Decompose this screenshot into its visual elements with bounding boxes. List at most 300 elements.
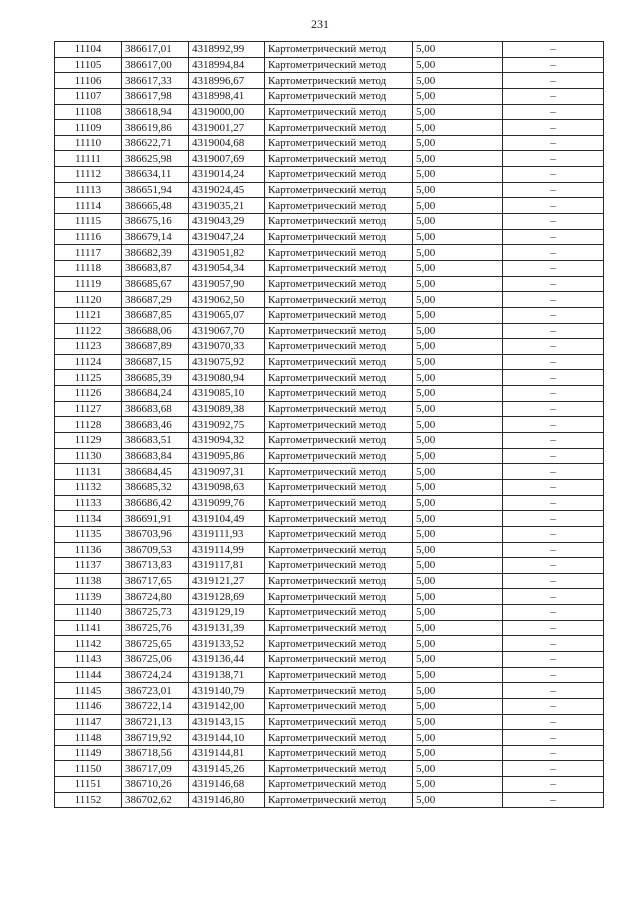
y-coordinate-cell: 4318994,84 [189, 57, 265, 73]
method-cell: Картометрический метод [265, 182, 413, 198]
precision-cell: 5,00 [413, 135, 503, 151]
note-cell: – [503, 464, 604, 480]
method-cell: Картометрический метод [265, 651, 413, 667]
point-number-cell: 11121 [55, 307, 122, 323]
table-row [55, 761, 604, 777]
y-coordinate-cell: 4319047,24 [189, 229, 265, 245]
point-number-cell: 11114 [55, 198, 122, 214]
method-cell: Картометрический метод [265, 511, 413, 527]
table-row [55, 479, 604, 495]
x-coordinate-cell: 386687,89 [122, 339, 189, 355]
method-cell: Картометрический метод [265, 73, 413, 89]
x-coordinate-cell: 386683,87 [122, 260, 189, 276]
x-coordinate-cell: 386634,11 [122, 167, 189, 183]
y-coordinate-cell: 4319035,21 [189, 198, 265, 214]
table-row [55, 182, 604, 198]
precision-cell: 5,00 [413, 229, 503, 245]
y-coordinate-cell: 4319146,80 [189, 792, 265, 808]
point-number-cell: 11105 [55, 57, 122, 73]
precision-cell: 5,00 [413, 651, 503, 667]
x-coordinate-cell: 386687,29 [122, 292, 189, 308]
method-cell: Картометрический метод [265, 730, 413, 746]
method-cell: Картометрический метод [265, 792, 413, 808]
note-cell: – [503, 433, 604, 449]
table-row [55, 104, 604, 120]
y-coordinate-cell: 4319057,90 [189, 276, 265, 292]
table-row [55, 88, 604, 104]
table-row [55, 464, 604, 480]
point-number-cell: 11115 [55, 214, 122, 230]
precision-cell: 5,00 [413, 354, 503, 370]
precision-cell: 5,00 [413, 370, 503, 386]
y-coordinate-cell: 4319121,27 [189, 573, 265, 589]
y-coordinate-cell: 4319004,68 [189, 135, 265, 151]
point-number-cell: 11139 [55, 589, 122, 605]
method-cell: Картометрический метод [265, 167, 413, 183]
x-coordinate-cell: 386702,62 [122, 792, 189, 808]
point-number-cell: 11132 [55, 479, 122, 495]
x-coordinate-cell: 386703,96 [122, 526, 189, 542]
point-number-cell: 11110 [55, 135, 122, 151]
point-number-cell: 11111 [55, 151, 122, 167]
precision-cell: 5,00 [413, 464, 503, 480]
x-coordinate-cell: 386719,92 [122, 730, 189, 746]
point-number-cell: 11122 [55, 323, 122, 339]
table-row [55, 386, 604, 402]
method-cell: Картометрический метод [265, 120, 413, 136]
point-number-cell: 11137 [55, 558, 122, 574]
precision-cell: 5,00 [413, 182, 503, 198]
y-coordinate-cell: 4319144,81 [189, 745, 265, 761]
method-cell: Картометрический метод [265, 605, 413, 621]
method-cell: Картометрический метод [265, 198, 413, 214]
table-row [55, 42, 604, 58]
method-cell: Картометрический метод [265, 448, 413, 464]
note-cell: – [503, 651, 604, 667]
point-number-cell: 11129 [55, 433, 122, 449]
method-cell: Картометрический метод [265, 339, 413, 355]
note-cell: – [503, 229, 604, 245]
precision-cell: 5,00 [413, 307, 503, 323]
note-cell: – [503, 120, 604, 136]
x-coordinate-cell: 386617,98 [122, 88, 189, 104]
precision-cell: 5,00 [413, 761, 503, 777]
note-cell: – [503, 777, 604, 793]
note-cell: – [503, 354, 604, 370]
x-coordinate-cell: 386713,83 [122, 558, 189, 574]
y-coordinate-cell: 4319043,29 [189, 214, 265, 230]
note-cell: – [503, 198, 604, 214]
point-number-cell: 11152 [55, 792, 122, 808]
point-number-cell: 11145 [55, 683, 122, 699]
y-coordinate-cell: 4319097,31 [189, 464, 265, 480]
table-row [55, 620, 604, 636]
note-cell: – [503, 526, 604, 542]
note-cell: – [503, 417, 604, 433]
x-coordinate-cell: 386617,00 [122, 57, 189, 73]
x-coordinate-cell: 386686,42 [122, 495, 189, 511]
point-number-cell: 11134 [55, 511, 122, 527]
table-row [55, 745, 604, 761]
precision-cell: 5,00 [413, 479, 503, 495]
table-row [55, 651, 604, 667]
table-row [55, 198, 604, 214]
note-cell: – [503, 730, 604, 746]
y-coordinate-cell: 4319117,81 [189, 558, 265, 574]
table-row [55, 229, 604, 245]
coordinates-table [54, 41, 604, 808]
x-coordinate-cell: 386679,14 [122, 229, 189, 245]
y-coordinate-cell: 4319000,00 [189, 104, 265, 120]
x-coordinate-cell: 386685,39 [122, 370, 189, 386]
precision-cell: 5,00 [413, 605, 503, 621]
x-coordinate-cell: 386724,80 [122, 589, 189, 605]
x-coordinate-cell: 386691,91 [122, 511, 189, 527]
note-cell: – [503, 698, 604, 714]
point-number-cell: 11116 [55, 229, 122, 245]
point-number-cell: 11127 [55, 401, 122, 417]
precision-cell: 5,00 [413, 698, 503, 714]
precision-cell: 5,00 [413, 745, 503, 761]
method-cell: Картометрический метод [265, 292, 413, 308]
table-row [55, 511, 604, 527]
point-number-cell: 11118 [55, 260, 122, 276]
point-number-cell: 11108 [55, 104, 122, 120]
method-cell: Картометрический метод [265, 354, 413, 370]
y-coordinate-cell: 4319144,10 [189, 730, 265, 746]
note-cell: – [503, 307, 604, 323]
note-cell: – [503, 511, 604, 527]
point-number-cell: 11149 [55, 745, 122, 761]
point-number-cell: 11136 [55, 542, 122, 558]
x-coordinate-cell: 386684,24 [122, 386, 189, 402]
point-number-cell: 11146 [55, 698, 122, 714]
method-cell: Картометрический метод [265, 558, 413, 574]
note-cell: – [503, 151, 604, 167]
note-cell: – [503, 182, 604, 198]
table-row [55, 276, 604, 292]
x-coordinate-cell: 386619,86 [122, 120, 189, 136]
x-coordinate-cell: 386724,24 [122, 667, 189, 683]
precision-cell: 5,00 [413, 120, 503, 136]
y-coordinate-cell: 4319051,82 [189, 245, 265, 261]
method-cell: Картометрический метод [265, 636, 413, 652]
note-cell: – [503, 761, 604, 777]
method-cell: Картометрический метод [265, 276, 413, 292]
precision-cell: 5,00 [413, 104, 503, 120]
precision-cell: 5,00 [413, 573, 503, 589]
point-number-cell: 11144 [55, 667, 122, 683]
y-coordinate-cell: 4319067,70 [189, 323, 265, 339]
point-number-cell: 11141 [55, 620, 122, 636]
x-coordinate-cell: 386725,06 [122, 651, 189, 667]
table-row [55, 417, 604, 433]
table-row [55, 245, 604, 261]
note-cell: – [503, 292, 604, 308]
method-cell: Картометрический метод [265, 260, 413, 276]
note-cell: – [503, 88, 604, 104]
table-row [55, 573, 604, 589]
precision-cell: 5,00 [413, 495, 503, 511]
point-number-cell: 11126 [55, 386, 122, 402]
table-row [55, 495, 604, 511]
x-coordinate-cell: 386683,46 [122, 417, 189, 433]
note-cell: – [503, 792, 604, 808]
table-row [55, 542, 604, 558]
note-cell: – [503, 589, 604, 605]
table-row [55, 777, 604, 793]
x-coordinate-cell: 386688,06 [122, 323, 189, 339]
table-row [55, 401, 604, 417]
table-row [55, 214, 604, 230]
y-coordinate-cell: 4319104,49 [189, 511, 265, 527]
note-cell: – [503, 73, 604, 89]
method-cell: Картометрический метод [265, 620, 413, 636]
note-cell: – [503, 479, 604, 495]
point-number-cell: 11130 [55, 448, 122, 464]
page-number: 231 [311, 17, 329, 31]
table-row [55, 792, 604, 808]
note-cell: – [503, 605, 604, 621]
x-coordinate-cell: 386709,53 [122, 542, 189, 558]
table-row [55, 683, 604, 699]
table-row [55, 714, 604, 730]
point-number-cell: 11142 [55, 636, 122, 652]
y-coordinate-cell: 4318998,41 [189, 88, 265, 104]
table-row [55, 354, 604, 370]
table-row [55, 558, 604, 574]
x-coordinate-cell: 386685,67 [122, 276, 189, 292]
precision-cell: 5,00 [413, 542, 503, 558]
x-coordinate-cell: 386725,73 [122, 605, 189, 621]
note-cell: – [503, 167, 604, 183]
method-cell: Картометрический метод [265, 88, 413, 104]
table-row [55, 292, 604, 308]
point-number-cell: 11113 [55, 182, 122, 198]
y-coordinate-cell: 4319146,68 [189, 777, 265, 793]
x-coordinate-cell: 386617,33 [122, 73, 189, 89]
point-number-cell: 11140 [55, 605, 122, 621]
y-coordinate-cell: 4319014,24 [189, 167, 265, 183]
note-cell: – [503, 573, 604, 589]
method-cell: Картометрический метод [265, 573, 413, 589]
x-coordinate-cell: 386710,26 [122, 777, 189, 793]
y-coordinate-cell: 4319099,76 [189, 495, 265, 511]
method-cell: Картометрический метод [265, 370, 413, 386]
method-cell: Картометрический метод [265, 42, 413, 58]
note-cell: – [503, 558, 604, 574]
x-coordinate-cell: 386718,56 [122, 745, 189, 761]
method-cell: Картометрический метод [265, 479, 413, 495]
point-number-cell: 11125 [55, 370, 122, 386]
precision-cell: 5,00 [413, 73, 503, 89]
y-coordinate-cell: 4319085,10 [189, 386, 265, 402]
precision-cell: 5,00 [413, 292, 503, 308]
method-cell: Картометрический метод [265, 57, 413, 73]
x-coordinate-cell: 386722,14 [122, 698, 189, 714]
precision-cell: 5,00 [413, 386, 503, 402]
y-coordinate-cell: 4319138,71 [189, 667, 265, 683]
method-cell: Картометрический метод [265, 777, 413, 793]
method-cell: Картометрический метод [265, 698, 413, 714]
table-row [55, 57, 604, 73]
y-coordinate-cell: 4319001,27 [189, 120, 265, 136]
note-cell: – [503, 495, 604, 511]
table-row [55, 370, 604, 386]
note-cell: – [503, 104, 604, 120]
y-coordinate-cell: 4319070,33 [189, 339, 265, 355]
table-row [55, 135, 604, 151]
y-coordinate-cell: 4319140,79 [189, 683, 265, 699]
y-coordinate-cell: 4319094,32 [189, 433, 265, 449]
note-cell: – [503, 135, 604, 151]
y-coordinate-cell: 4319098,63 [189, 479, 265, 495]
x-coordinate-cell: 386665,48 [122, 198, 189, 214]
x-coordinate-cell: 386721,13 [122, 714, 189, 730]
note-cell: – [503, 386, 604, 402]
method-cell: Картометрический метод [265, 683, 413, 699]
table-row [55, 433, 604, 449]
point-number-cell: 11109 [55, 120, 122, 136]
y-coordinate-cell: 4319143,15 [189, 714, 265, 730]
table-row [55, 667, 604, 683]
table-row [55, 73, 604, 89]
note-cell: – [503, 57, 604, 73]
point-number-cell: 11143 [55, 651, 122, 667]
y-coordinate-cell: 4319114,99 [189, 542, 265, 558]
point-number-cell: 11106 [55, 73, 122, 89]
method-cell: Картометрический метод [265, 401, 413, 417]
precision-cell: 5,00 [413, 714, 503, 730]
note-cell: – [503, 401, 604, 417]
x-coordinate-cell: 386717,09 [122, 761, 189, 777]
method-cell: Картометрический метод [265, 714, 413, 730]
table-row [55, 448, 604, 464]
x-coordinate-cell: 386651,94 [122, 182, 189, 198]
y-coordinate-cell: 4319142,00 [189, 698, 265, 714]
x-coordinate-cell: 386684,45 [122, 464, 189, 480]
point-number-cell: 11117 [55, 245, 122, 261]
table-row [55, 120, 604, 136]
precision-cell: 5,00 [413, 526, 503, 542]
note-cell: – [503, 542, 604, 558]
point-number-cell: 11128 [55, 417, 122, 433]
precision-cell: 5,00 [413, 620, 503, 636]
precision-cell: 5,00 [413, 198, 503, 214]
method-cell: Картометрический метод [265, 526, 413, 542]
method-cell: Картометрический метод [265, 542, 413, 558]
note-cell: – [503, 683, 604, 699]
precision-cell: 5,00 [413, 683, 503, 699]
method-cell: Картометрический метод [265, 323, 413, 339]
note-cell: – [503, 214, 604, 230]
table-row [55, 151, 604, 167]
point-number-cell: 11124 [55, 354, 122, 370]
table-row [55, 339, 604, 355]
y-coordinate-cell: 4319075,92 [189, 354, 265, 370]
table-row [55, 698, 604, 714]
method-cell: Картометрический метод [265, 135, 413, 151]
precision-cell: 5,00 [413, 167, 503, 183]
table-row [55, 589, 604, 605]
method-cell: Картометрический метод [265, 245, 413, 261]
precision-cell: 5,00 [413, 57, 503, 73]
method-cell: Картометрический метод [265, 229, 413, 245]
method-cell: Картометрический метод [265, 214, 413, 230]
method-cell: Картометрический метод [265, 464, 413, 480]
y-coordinate-cell: 4319089,38 [189, 401, 265, 417]
precision-cell: 5,00 [413, 276, 503, 292]
y-coordinate-cell: 4319092,75 [189, 417, 265, 433]
x-coordinate-cell: 386725,65 [122, 636, 189, 652]
note-cell: – [503, 260, 604, 276]
x-coordinate-cell: 386675,16 [122, 214, 189, 230]
x-coordinate-cell: 386687,15 [122, 354, 189, 370]
precision-cell: 5,00 [413, 260, 503, 276]
y-coordinate-cell: 4318992,99 [189, 42, 265, 58]
method-cell: Картометрический метод [265, 307, 413, 323]
y-coordinate-cell: 4319128,69 [189, 589, 265, 605]
point-number-cell: 11135 [55, 526, 122, 542]
table-row [55, 605, 604, 621]
method-cell: Картометрический метод [265, 386, 413, 402]
table-row [55, 636, 604, 652]
x-coordinate-cell: 386625,98 [122, 151, 189, 167]
precision-cell: 5,00 [413, 636, 503, 652]
note-cell: – [503, 745, 604, 761]
x-coordinate-cell: 386683,84 [122, 448, 189, 464]
x-coordinate-cell: 386682,39 [122, 245, 189, 261]
precision-cell: 5,00 [413, 558, 503, 574]
x-coordinate-cell: 386687,85 [122, 307, 189, 323]
point-number-cell: 11151 [55, 777, 122, 793]
y-coordinate-cell: 4319080,94 [189, 370, 265, 386]
x-coordinate-cell: 386685,32 [122, 479, 189, 495]
precision-cell: 5,00 [413, 42, 503, 58]
note-cell: – [503, 636, 604, 652]
precision-cell: 5,00 [413, 433, 503, 449]
precision-cell: 5,00 [413, 511, 503, 527]
note-cell: – [503, 276, 604, 292]
point-number-cell: 11123 [55, 339, 122, 355]
y-coordinate-cell: 4319136,44 [189, 651, 265, 667]
note-cell: – [503, 370, 604, 386]
precision-cell: 5,00 [413, 401, 503, 417]
point-number-cell: 11104 [55, 42, 122, 58]
note-cell: – [503, 714, 604, 730]
note-cell: – [503, 245, 604, 261]
method-cell: Картометрический метод [265, 417, 413, 433]
precision-cell: 5,00 [413, 151, 503, 167]
precision-cell: 5,00 [413, 792, 503, 808]
y-coordinate-cell: 4319129,19 [189, 605, 265, 621]
method-cell: Картометрический метод [265, 589, 413, 605]
point-number-cell: 11119 [55, 276, 122, 292]
note-cell: – [503, 339, 604, 355]
point-number-cell: 11107 [55, 88, 122, 104]
method-cell: Картометрический метод [265, 151, 413, 167]
method-cell: Картометрический метод [265, 104, 413, 120]
precision-cell: 5,00 [413, 417, 503, 433]
y-coordinate-cell: 4319065,07 [189, 307, 265, 323]
point-number-cell: 11131 [55, 464, 122, 480]
y-coordinate-cell: 4319024,45 [189, 182, 265, 198]
precision-cell: 5,00 [413, 339, 503, 355]
y-coordinate-cell: 4319131,39 [189, 620, 265, 636]
note-cell: – [503, 323, 604, 339]
note-cell: – [503, 620, 604, 636]
table-row [55, 323, 604, 339]
